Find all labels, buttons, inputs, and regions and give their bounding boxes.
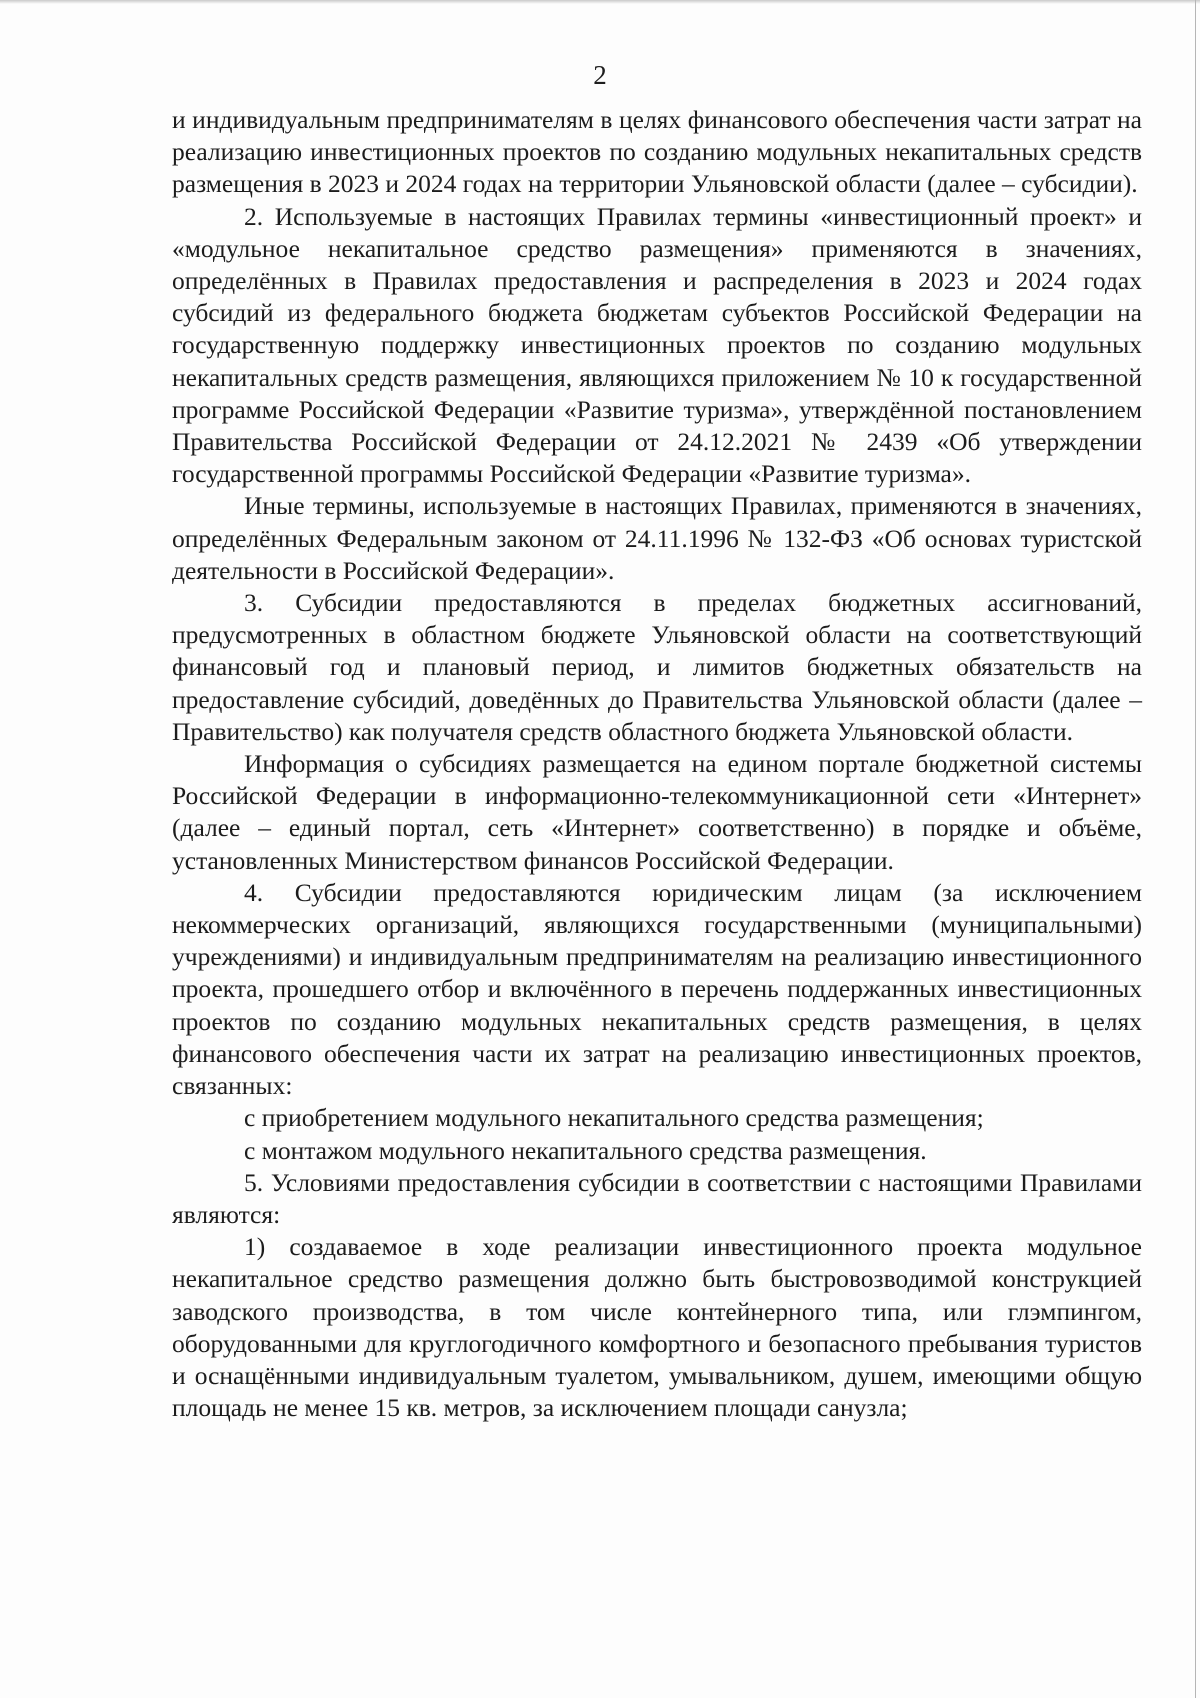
paragraph-info-portal: Информация о субсидиях размещается на едином портале бюджетной системы Российской Федерации в информационно-телекоммуникационной сети «Интернет» (далее – единый портал, сеть «Интернет» соответственно) в порядке и объёме, установленных Министерством финансов Российской Федерации. (172, 749, 1142, 875)
list-item-acquisition: с приобретением модульного некапитального средства размещения; (244, 1103, 984, 1133)
scan-right-edge (1195, 0, 1196, 1698)
scan-top-edge (0, 0, 1200, 4)
page-number: 2 (593, 60, 607, 90)
paragraph-other-terms: Иные термины, используемые в настоящих Правилах, применяются в значениях, определённых Федеральным законом от 24.11.1996 № 132-ФЗ «Об основах туристской деятельности в Российской Федерации». (172, 491, 1142, 585)
paragraph-1-continuation: и индивидуальным предпринимателям в целях финансового обеспечения части затрат на реализацию инвестиционных проектов по созданию модульных некапитальных средств размещения в 2023 и 2024 годах на территории Ульяновской области (далее – субсидии). (172, 105, 1142, 199)
condition-1: 1) создаваемое в ходе реализации инвестиционного проекта модульное некапитальное средство размещения должно быть быстровозводимой конструкцией заводского производства, в том числе контейнерного типа, или глэмпингом, оборудованными для круглогодичного комфортного и безопасного пребывания туристов и оснащёнными индивидуальным туалетом, умывальником, душем, имеющими общую площадь не менее 15 кв. метров, за исключением площади санузла; (172, 1232, 1142, 1423)
document-body (172, 104, 1142, 1424)
paragraph-4-recipients: 4. Субсидии предоставляются юридическим лицам (за исключением некоммерческих организаций, являющихся государственными (муниципальными) учреждениями) и индивидуальным предпринимателям на реализацию инвестиционного проекта, прошедшего отбор и включённого в перечень поддержанных инвестиционных проектов по созданию модульных некапитальных средств размещения, в целях финансового обеспечения части их затрат на реализацию инвестиционных проектов, связанных: (172, 877, 1142, 1101)
paragraph-5-conditions: 5. Условиями предоставления субсидии в соответствии с настоящими Правилами являются: (172, 1167, 1142, 1229)
list-item-installation: с монтажом модульного некапитального средства размещения. (244, 1135, 927, 1165)
paragraph-3-budget: 3. Субсидии предоставляются в пределах бюджетных ассигнований, предусмотренных в областном бюджете Ульяновской области на соответствующий финансовый год и плановый период, и лимитов бюджетных обязательств на предоставление субсидий, доведённых до Правительства Ульяновской области (далее – Правительство) как получателя средств областного бюджета Ульяновской области. (172, 588, 1142, 746)
paragraph-2-terms: 2. Используемые в настоящих Правилах термины «инвестиционный проект» и «модульное некапитальное средство размещения» применяются в значениях, определённых в Правилах предоставления и распределения в 2023 и 2024 годах субсидий из федерального бюджета бюджетам субъектов Российской Федерации на государственную поддержку инвестиционных проектов по созданию модульных некапитальных средств размещения, являющихся приложением № 10 к государственной программе Российской Федерации «Развитие туризма», утверждённой постановлением Правительства Российской Федерации от 24.12.2021 № 2439 «Об утверждении государственной программы Российской Федерации «Развитие туризма». (172, 201, 1142, 489)
